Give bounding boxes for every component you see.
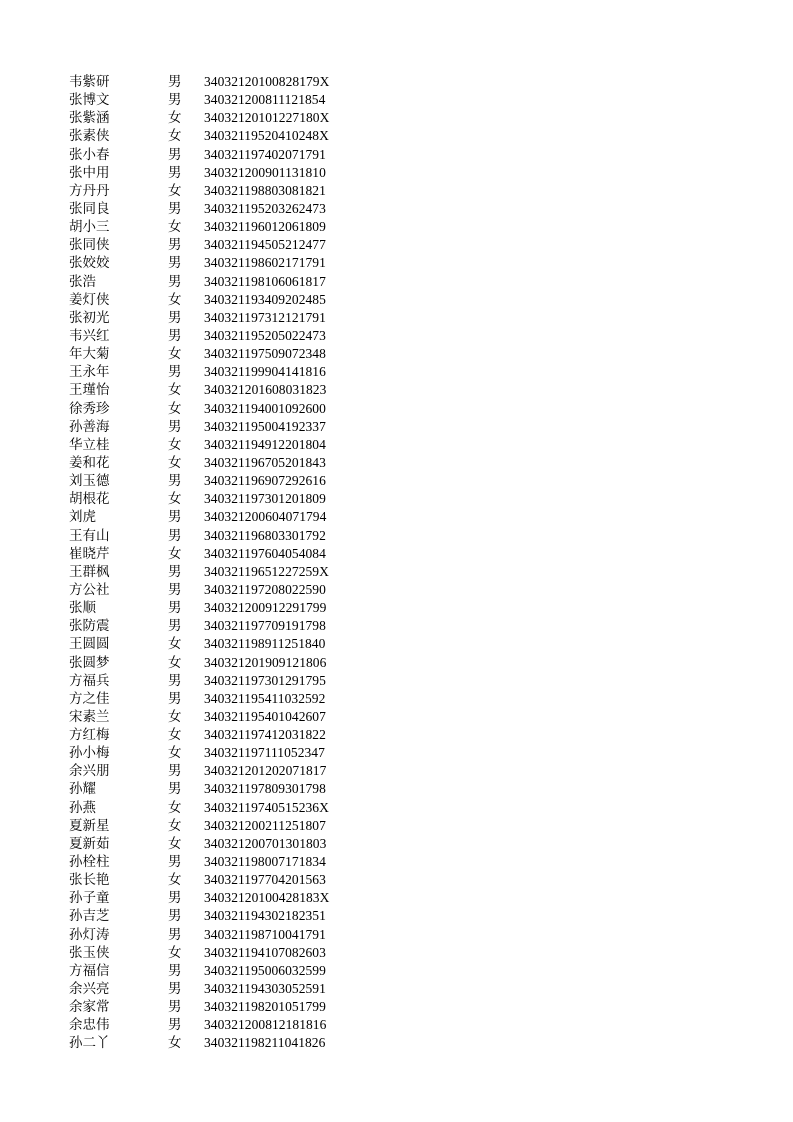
person-gender: 男 xyxy=(168,527,182,544)
person-id-number: 340321197402071791 xyxy=(204,146,326,162)
person-id-number: 34032120101227180X xyxy=(204,110,330,126)
person-id-number: 340321197301201809 xyxy=(204,491,326,507)
person-name: 夏新茹 xyxy=(69,835,110,852)
person-name: 张同侠 xyxy=(69,237,110,254)
person-gender: 男 xyxy=(168,763,182,780)
table-row xyxy=(69,236,369,254)
person-gender: 女 xyxy=(168,727,182,744)
person-id-number: 340321197412031822 xyxy=(204,727,326,743)
table-row xyxy=(69,291,369,309)
person-id-number: 34032119740515236X xyxy=(204,799,329,815)
person-name: 王圆圆 xyxy=(69,636,110,653)
table-row xyxy=(69,418,369,436)
table-row xyxy=(69,926,369,944)
person-gender: 女 xyxy=(168,799,182,816)
person-name: 孙耀 xyxy=(69,781,96,798)
person-id-number: 340321198803081821 xyxy=(204,182,326,198)
person-id-number: 340321194107082603 xyxy=(204,944,326,960)
person-id-number: 340321200812181816 xyxy=(204,1017,327,1033)
person-id-number: 340321201909121806 xyxy=(204,654,327,670)
person-id-number: 340321195205022473 xyxy=(204,327,326,343)
table-row xyxy=(69,998,369,1016)
person-name: 崔晓芹 xyxy=(69,545,110,562)
person-name: 张素侠 xyxy=(69,128,110,145)
person-gender: 男 xyxy=(168,164,182,181)
person-id-number: 340321195411032592 xyxy=(204,690,326,706)
person-id-number: 340321197312121791 xyxy=(204,309,326,325)
table-row xyxy=(69,472,369,490)
table-row xyxy=(69,690,369,708)
person-id-number: 340321198710041791 xyxy=(204,926,326,942)
person-id-number: 340321198201051799 xyxy=(204,999,326,1015)
person-name: 刘玉德 xyxy=(69,473,110,490)
person-gender: 女 xyxy=(168,400,182,417)
person-gender: 男 xyxy=(168,509,182,526)
table-row xyxy=(69,400,369,418)
person-name: 年大菊 xyxy=(69,346,110,363)
table-row xyxy=(69,672,369,690)
person-gender: 女 xyxy=(168,182,182,199)
person-name: 孙燕 xyxy=(69,799,96,816)
person-name: 王群枫 xyxy=(69,563,110,580)
person-id-number: 340321199904141816 xyxy=(204,364,326,380)
person-gender: 男 xyxy=(168,581,182,598)
person-id-number: 340321195004192337 xyxy=(204,418,326,434)
table-row xyxy=(69,817,369,835)
table-row xyxy=(69,744,369,762)
table-row xyxy=(69,853,369,871)
person-id-number: 340321194303052591 xyxy=(204,981,326,997)
person-gender: 男 xyxy=(168,781,182,798)
person-gender: 女 xyxy=(168,1035,182,1052)
person-gender: 女 xyxy=(168,944,182,961)
person-name: 王永年 xyxy=(69,364,110,381)
person-gender: 女 xyxy=(168,110,182,127)
person-name: 张玉侠 xyxy=(69,944,110,961)
person-gender: 男 xyxy=(168,146,182,163)
table-row xyxy=(69,889,369,907)
table-row xyxy=(69,127,369,145)
person-name: 刘虎 xyxy=(69,509,96,526)
person-id-number: 340321194505212477 xyxy=(204,237,326,253)
person-gender: 男 xyxy=(168,364,182,381)
table-row xyxy=(69,980,369,998)
person-id-number: 340321197111052347 xyxy=(204,745,325,761)
person-name: 张博文 xyxy=(69,92,110,109)
table-row xyxy=(69,635,369,653)
person-id-number: 340321197301291795 xyxy=(204,672,326,688)
table-row xyxy=(69,381,369,399)
person-gender: 女 xyxy=(168,219,182,236)
person-gender: 女 xyxy=(168,436,182,453)
table-row xyxy=(69,617,369,635)
person-gender: 女 xyxy=(168,636,182,653)
person-name: 余兴朋 xyxy=(69,763,110,780)
person-id-number: 340321198602171791 xyxy=(204,255,326,271)
person-name: 孙二丫 xyxy=(69,1035,110,1052)
person-name: 方福兵 xyxy=(69,672,110,689)
person-gender: 男 xyxy=(168,981,182,998)
person-name: 宋素兰 xyxy=(69,708,110,725)
person-gender: 男 xyxy=(168,327,182,344)
table-row xyxy=(69,599,369,617)
person-name: 余家常 xyxy=(69,999,110,1016)
table-row xyxy=(69,218,369,236)
table-row xyxy=(69,454,369,472)
table-row xyxy=(69,109,369,127)
person-gender: 男 xyxy=(168,926,182,943)
person-gender: 女 xyxy=(168,835,182,852)
table-row xyxy=(69,871,369,889)
person-id-number: 340321197709191798 xyxy=(204,618,326,634)
table-row xyxy=(69,327,369,345)
person-name: 张浩 xyxy=(69,273,96,290)
person-id-number: 340321197509072348 xyxy=(204,346,326,362)
person-gender: 女 xyxy=(168,454,182,471)
person-name: 孙灯涛 xyxy=(69,926,110,943)
table-row xyxy=(69,708,369,726)
person-id-number: 340321198007171834 xyxy=(204,854,326,870)
person-name: 孙栓柱 xyxy=(69,854,110,871)
person-gender: 男 xyxy=(168,237,182,254)
person-gender: 男 xyxy=(168,74,182,90)
table-row xyxy=(69,146,369,164)
person-name: 孙吉芝 xyxy=(69,908,110,925)
person-name: 韦紫研 xyxy=(69,74,110,90)
table-row xyxy=(69,545,369,563)
person-name: 孙子童 xyxy=(69,890,110,907)
table-row xyxy=(69,962,369,980)
table-row xyxy=(69,726,369,744)
roster-table xyxy=(69,73,369,1053)
person-name: 孙小梅 xyxy=(69,745,110,762)
person-id-number: 340321197704201563 xyxy=(204,872,326,888)
table-row xyxy=(69,1034,369,1052)
person-name: 华立桂 xyxy=(69,436,110,453)
person-gender: 男 xyxy=(168,690,182,707)
person-name: 孙善海 xyxy=(69,418,110,435)
person-gender: 女 xyxy=(168,708,182,725)
person-id-number: 340321194302182351 xyxy=(204,908,326,924)
person-gender: 女 xyxy=(168,745,182,762)
person-id-number: 340321196907292616 xyxy=(204,473,326,489)
table-row xyxy=(69,907,369,925)
table-row xyxy=(69,345,369,363)
person-id-number: 340321200912291799 xyxy=(204,600,327,616)
person-id-number: 340321200211251807 xyxy=(204,817,326,833)
person-name: 王瑾怡 xyxy=(69,382,110,399)
person-gender: 男 xyxy=(168,418,182,435)
person-id-number: 34032120100428183X xyxy=(204,890,330,906)
person-id-number: 340321197604054084 xyxy=(204,545,326,561)
person-name: 张紫涵 xyxy=(69,110,110,127)
person-gender: 女 xyxy=(168,817,182,834)
table-row xyxy=(69,799,369,817)
person-gender: 男 xyxy=(168,92,182,109)
person-name: 张同良 xyxy=(69,200,110,217)
table-row xyxy=(69,581,369,599)
table-row xyxy=(69,762,369,780)
table-row xyxy=(69,200,369,218)
person-gender: 女 xyxy=(168,128,182,145)
person-id-number: 340321195401042607 xyxy=(204,708,326,724)
person-id-number: 340321201608031823 xyxy=(204,382,327,398)
person-gender: 女 xyxy=(168,346,182,363)
person-id-number: 340321200811121854 xyxy=(204,92,326,108)
person-id-number: 340321195203262473 xyxy=(204,200,326,216)
person-gender: 男 xyxy=(168,999,182,1016)
person-name: 姜灯侠 xyxy=(69,291,110,308)
person-id-number: 340321197809301798 xyxy=(204,781,326,797)
person-id-number: 34032119651227259X xyxy=(204,563,329,579)
table-row xyxy=(69,563,369,581)
person-id-number: 340321195006032599 xyxy=(204,962,326,978)
person-name: 胡小三 xyxy=(69,219,110,236)
person-gender: 男 xyxy=(168,473,182,490)
person-name: 余兴亮 xyxy=(69,981,110,998)
person-gender: 男 xyxy=(168,962,182,979)
person-name: 方福信 xyxy=(69,962,110,979)
person-gender: 男 xyxy=(168,890,182,907)
person-gender: 男 xyxy=(168,618,182,635)
person-name: 张姣姣 xyxy=(69,255,110,272)
person-name: 方公社 xyxy=(69,581,110,598)
person-id-number: 340321200604071794 xyxy=(204,509,327,525)
person-name: 胡根花 xyxy=(69,491,110,508)
person-gender: 女 xyxy=(168,654,182,671)
person-name: 方丹丹 xyxy=(69,182,110,199)
person-gender: 女 xyxy=(168,545,182,562)
person-name: 徐秀珍 xyxy=(69,400,110,417)
table-row xyxy=(69,527,369,545)
table-row xyxy=(69,1016,369,1034)
person-name: 韦兴红 xyxy=(69,327,110,344)
table-row xyxy=(69,835,369,853)
person-id-number: 340321197208022590 xyxy=(204,581,326,597)
person-name: 夏新星 xyxy=(69,817,110,834)
person-name: 王有山 xyxy=(69,527,110,544)
person-gender: 男 xyxy=(168,255,182,272)
table-row xyxy=(69,73,369,91)
table-row xyxy=(69,164,369,182)
person-name: 张初光 xyxy=(69,309,110,326)
person-name: 张长艳 xyxy=(69,872,110,889)
table-row xyxy=(69,944,369,962)
person-gender: 男 xyxy=(168,563,182,580)
table-row xyxy=(69,490,369,508)
person-id-number: 34032120100828179X xyxy=(204,74,330,89)
table-row xyxy=(69,91,369,109)
person-id-number: 340321196705201843 xyxy=(204,454,326,470)
person-id-number: 340321200901131810 xyxy=(204,164,326,180)
person-gender: 男 xyxy=(168,1017,182,1034)
person-gender: 女 xyxy=(168,491,182,508)
person-name: 姜和花 xyxy=(69,454,110,471)
table-row xyxy=(69,309,369,327)
person-id-number: 34032119520410248X xyxy=(204,128,329,144)
table-row xyxy=(69,363,369,381)
table-row xyxy=(69,508,369,526)
table-row xyxy=(69,273,369,291)
person-name: 张防震 xyxy=(69,618,110,635)
person-gender: 男 xyxy=(168,600,182,617)
table-row xyxy=(69,436,369,454)
person-id-number: 340321201202071817 xyxy=(204,763,327,779)
person-name: 张小春 xyxy=(69,146,110,163)
person-id-number: 340321198211041826 xyxy=(204,1035,326,1051)
person-gender: 女 xyxy=(168,382,182,399)
person-name: 方红梅 xyxy=(69,727,110,744)
person-gender: 男 xyxy=(168,908,182,925)
person-name: 张中用 xyxy=(69,164,110,181)
person-id-number: 340321194912201804 xyxy=(204,436,326,452)
person-gender: 男 xyxy=(168,309,182,326)
person-id-number: 340321200701301803 xyxy=(204,835,327,851)
person-gender: 男 xyxy=(168,854,182,871)
person-id-number: 340321196012061809 xyxy=(204,219,326,235)
person-name: 方之佳 xyxy=(69,690,110,707)
person-name: 余忠伟 xyxy=(69,1017,110,1034)
person-id-number: 340321196803301792 xyxy=(204,527,326,543)
person-gender: 女 xyxy=(168,872,182,889)
person-id-number: 340321194001092600 xyxy=(204,400,326,416)
table-row xyxy=(69,182,369,200)
table-row xyxy=(69,254,369,272)
person-name: 张顺 xyxy=(69,600,96,617)
person-gender: 男 xyxy=(168,273,182,290)
person-gender: 男 xyxy=(168,672,182,689)
person-gender: 女 xyxy=(168,291,182,308)
person-id-number: 340321193409202485 xyxy=(204,291,326,307)
table-row xyxy=(69,780,369,798)
person-id-number: 340321198106061817 xyxy=(204,273,326,289)
table-row xyxy=(69,654,369,672)
person-name: 张圆梦 xyxy=(69,654,110,671)
person-id-number: 340321198911251840 xyxy=(204,636,326,652)
person-gender: 男 xyxy=(168,200,182,217)
